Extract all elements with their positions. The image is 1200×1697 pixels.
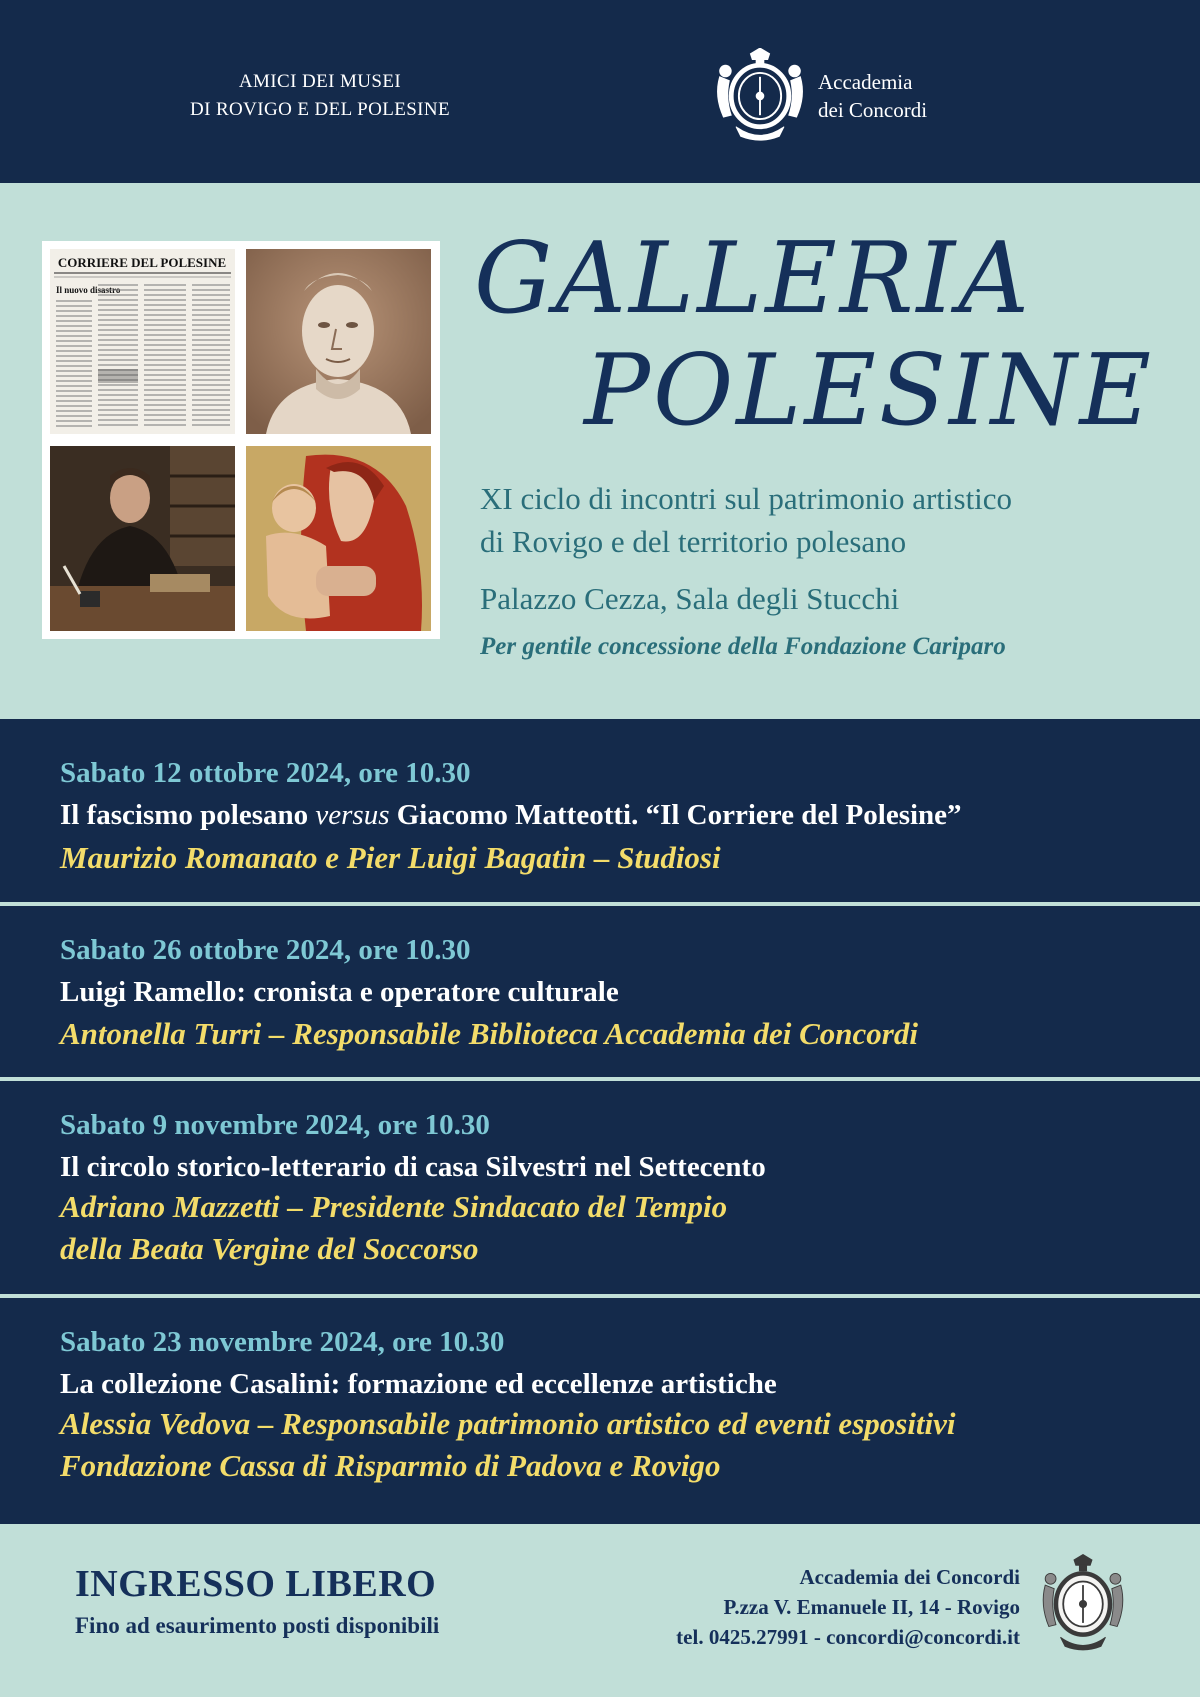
event-topic: La collezione Casalini: formazione ed eccellenze artistiche <box>60 1368 777 1400</box>
event-date: Sabato 23 novembre 2024, ore 10.30 <box>60 1326 505 1358</box>
event-speaker: Maurizio Romanato e Pier Luigi Bagatin – Studiosi <box>60 840 721 875</box>
event-speaker: Adriano Mazzetti – Presidente Sindacato del Tempio <box>60 1189 728 1224</box>
event-speaker-line-2: della Beata Vergine del Soccorso <box>60 1231 479 1266</box>
subtitle-line-2: di Rovigo e del territorio polesano <box>480 524 907 559</box>
event-topic-text: Il fascismo polesano <box>60 799 316 831</box>
academy-crest-icon <box>1038 1554 1128 1654</box>
bishop-portrait-image <box>246 249 431 434</box>
image-collage <box>42 241 440 639</box>
event-topic-text-2: Giacomo Matteotti. “Il Corriere del Polesine” <box>389 799 962 831</box>
newspaper-image <box>50 249 235 434</box>
address-line-1: Accademia dei Concordi <box>799 1565 1020 1589</box>
association-line-2: DI ROVIGO E DEL POLESINE <box>189 99 451 120</box>
association-line-1: AMICI DEI MUSEI <box>238 71 402 92</box>
contact-line: tel. 0425.27991 - concordi@concordi.it <box>676 1625 1020 1649</box>
event-speaker: Alessia Vedova – Responsabile patrimonio artistico ed eventi espositivi <box>60 1406 956 1441</box>
academy-crest-icon <box>712 48 808 144</box>
venue: Palazzo Cezza, Sala degli Stucchi <box>480 581 900 616</box>
academy-name <box>818 68 927 124</box>
hero-section <box>0 183 1200 717</box>
event-date: Sabato 9 novembre 2024, ore 10.30 <box>60 1109 490 1141</box>
association-name <box>150 68 490 124</box>
academy-name-line-2: dei Concordi <box>818 98 928 122</box>
event-topic: Il circolo storico-letterario di casa Silvestri nel Settecento <box>60 1151 766 1183</box>
event-block <box>0 906 1200 1077</box>
free-entry-title: INGRESSO LIBERO <box>75 1563 437 1605</box>
newspaper-masthead: CORRIERE DEL POLESINE <box>57 255 227 270</box>
event-speaker: Antonella Turri – Responsabile Biblioteca Accademia dei Concordi <box>60 1016 918 1051</box>
header-band <box>0 0 1200 183</box>
event-topic <box>60 799 962 832</box>
event-block <box>0 1081 1200 1294</box>
event-date: Sabato 26 ottobre 2024, ore 10.30 <box>60 934 471 966</box>
page-title <box>474 223 1154 447</box>
event-speaker-line-2: Fondazione Cassa di Risparmio di Padova e Rovigo <box>60 1448 721 1483</box>
title-line-1: GALLERIA <box>474 222 1033 336</box>
academy-address <box>676 1562 1020 1652</box>
free-entry-note: Fino ad esaurimento posti disponibili <box>75 1613 440 1638</box>
subtitle-line-1: XI ciclo di incontri sul patrimonio artistico <box>480 481 1013 516</box>
event-topic-italic: versus <box>315 799 390 831</box>
courtesy-note: Per gentile concessione della Fondazione Cariparo <box>480 633 1006 660</box>
subtitle <box>480 477 1180 563</box>
scholar-painting-image <box>50 446 235 631</box>
footer <box>0 1524 1200 1697</box>
event-topic: Luigi Ramello: cronista e operatore culturale <box>60 976 619 1008</box>
title-line-2: POLESINE <box>584 334 1155 448</box>
event-date: Sabato 12 ottobre 2024, ore 10.30 <box>60 757 471 789</box>
address-line-2: P.zza V. Emanuele II, 14 - Rovigo <box>723 1595 1020 1619</box>
academy-name-line-1: Accademia <box>818 70 913 94</box>
event-block <box>0 1298 1200 1524</box>
event-block <box>0 719 1200 902</box>
madonna-painting-image <box>246 446 431 631</box>
newspaper-headline: Il nuovo disastro <box>56 285 121 295</box>
